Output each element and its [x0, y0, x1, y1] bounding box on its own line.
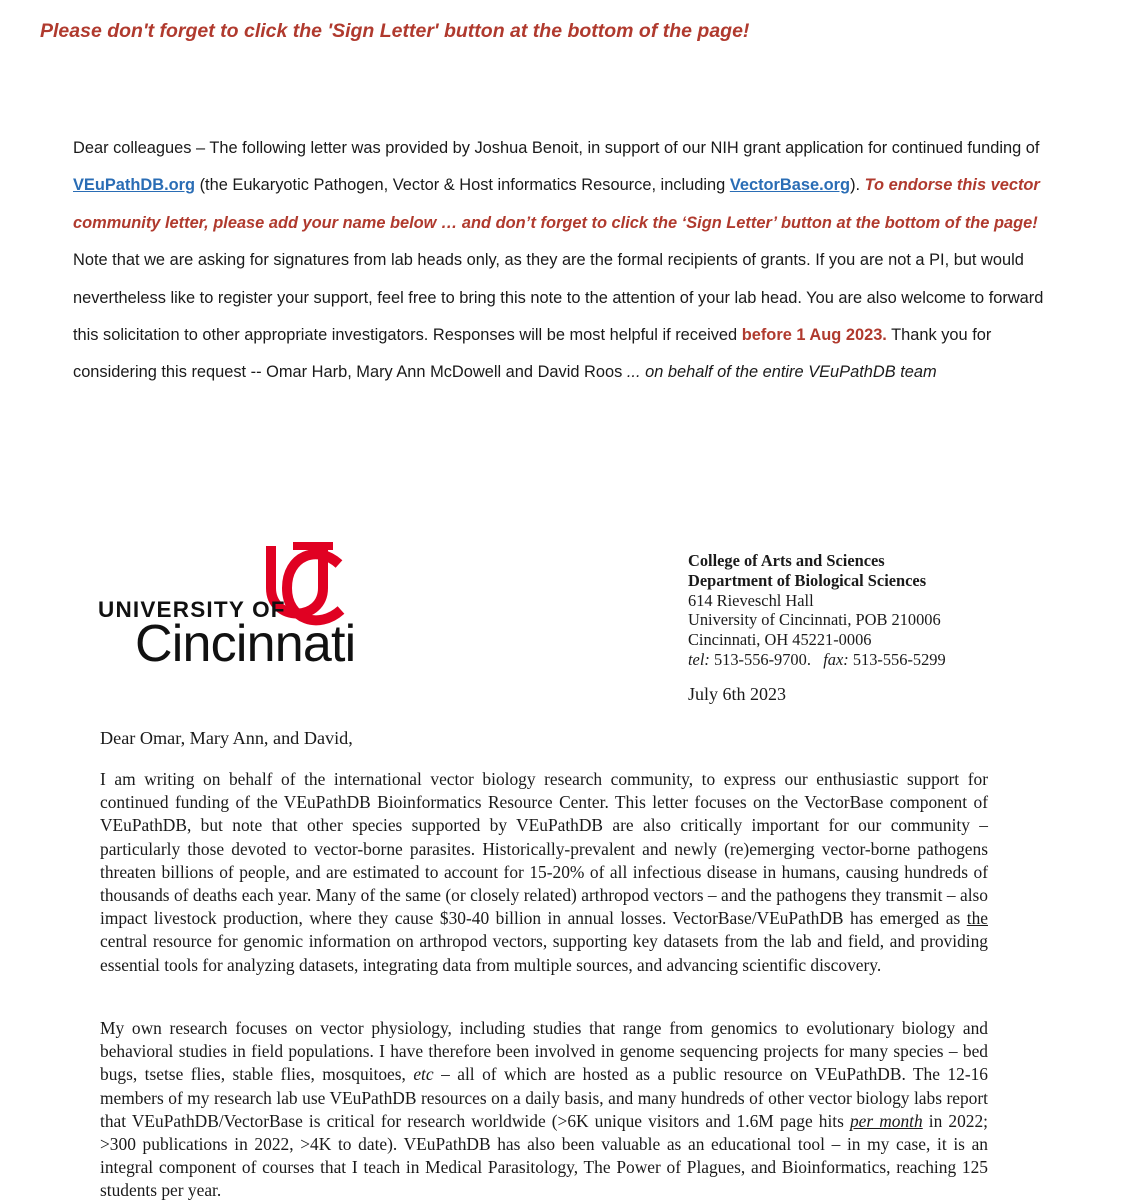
emphasis-the: the	[966, 908, 988, 929]
emphasis-etc: etc	[413, 1064, 434, 1085]
intro-text: Note that we are asking for signatures from lab heads only, as they are the formal recipients of grants. If you are not a PI, but would nevertheless like to register your support, feel free to bring this note to the attention of your lab head. You are also welcome to forward this solicitation to other appropriate investigators. Responses will be most helpful if received	[73, 251, 1044, 345]
letter-paragraph-1	[100, 768, 988, 977]
logo-cincinnati: Cincinnati	[135, 615, 356, 673]
vectorbase-link[interactable]: VectorBase.org	[729, 176, 851, 195]
intro-paragraph	[73, 130, 1058, 392]
letterhead-address	[688, 551, 946, 670]
city-zip: Cincinnati, OH 45221-0006	[688, 630, 872, 650]
letter-salutation: Dear Omar, Mary Ann, and David,	[100, 728, 353, 748]
paragraph-text: I am writing on behalf of the international vector biology research community, to express our enthusiastic support for continued funding of the VEuPathDB Bioinformatics Resource Center. This letter focuses on the VectorBase component of VEuPathDB, but note that other species supported by VEuPathDB are also critically important for our community – particularly those devoted to vector-borne parasites. Historically-prevalent and newly (re)emerging vector-borne pathogens threaten billions of people, and are estimated to account for 15-20% of all infectious disease in humans, causing hundreds of thousands of deaths each year. Many of the same (or closely related) arthropod vectors – and the pathogens they transmit – also impact livestock production, where they cause $30-40 billion in annual losses. VectorBase/VEuPathDB has emerged as	[100, 769, 988, 929]
letter-paragraph-2	[100, 1017, 988, 1203]
team-signoff: ... on behalf of the entire VEuPathDB team	[626, 363, 937, 382]
tel-number: 513-556-9700.	[713, 649, 811, 669]
fax-number: 513-556-5299	[852, 649, 946, 669]
paragraph-text: in 2022; >300 publications in 2022, >4K to date). VEuPathDB has also been valuable as an educational tool – in my case, it is an integral component of courses that I teach in Medical Parasitology, The Power of Plagues, and Bioinformatics, reaching 125 students per year.	[100, 1110, 988, 1201]
emphasis-per-month: per month	[849, 1110, 923, 1131]
department-name: Department of Biological Sciences	[688, 570, 927, 590]
contact-line	[688, 650, 946, 670]
intro-text: ).	[850, 176, 865, 195]
university-of-cincinnati-logo	[95, 540, 395, 680]
paragraph-text: central resource for genomic information on arthropod vectors, supporting key datasets from the lab and field, and providing essential tools for analyzing datasets, integrating data from multiple sources, and advancing scientific discovery.	[100, 931, 988, 975]
paragraph-text: My own research focuses on vector physiology, including studies that range from genomics to evolutionary biology and behavioral studies in field populations. I have therefore been involved in genome sequencing projects for many species – bed bugs, tsetse flies, stable flies, mosquitoes,	[100, 1018, 988, 1085]
intro-text: Dear colleagues – The following letter was provided by Joshua Benoit, in support of our NIH grant application for continued funding of	[73, 139, 1040, 157]
tel-label: tel:	[688, 649, 710, 669]
intro-text: (the Eukaryotic Pathogen, Vector & Host informatics Resource, including	[195, 176, 730, 195]
po-box: University of Cincinnati, POB 210006	[688, 610, 941, 630]
street-address: 614 Rieveschl Hall	[688, 590, 814, 610]
deadline-text: before 1 Aug 2023.	[741, 326, 887, 345]
fax-label: fax:	[823, 649, 849, 669]
paragraph-text: – all of which are hosted as a public resource on VEuPathDB. The 12-16 members of my research lab use VEuPathDB resources on a daily basis, and many hundreds of other vector biology labs report that VEuPathDB/VectorBase is critical for research worldwide (>6K unique visitors and 1.6M page hits	[100, 1064, 989, 1131]
logo-university-of: UNIVERSITY OF	[98, 597, 286, 622]
intro-text: Thank you for considering this request -- Omar Harb, Mary Ann McDowell and David Roos	[73, 326, 992, 382]
endorse-instruction: To endorse this vector community letter, please add your name below … and don’t forget to click the ‘Sign Letter’ button at the bottom of the page!	[73, 176, 1040, 232]
sign-letter-reminder-banner: Please don't forget to click the 'Sign Letter' button at the bottom of the page!	[40, 20, 750, 42]
veupathdb-link[interactable]: VEuPathDB.org	[73, 176, 196, 195]
letter-date: July 6th 2023	[688, 684, 787, 704]
college-name: College of Arts and Sciences	[688, 551, 885, 570]
